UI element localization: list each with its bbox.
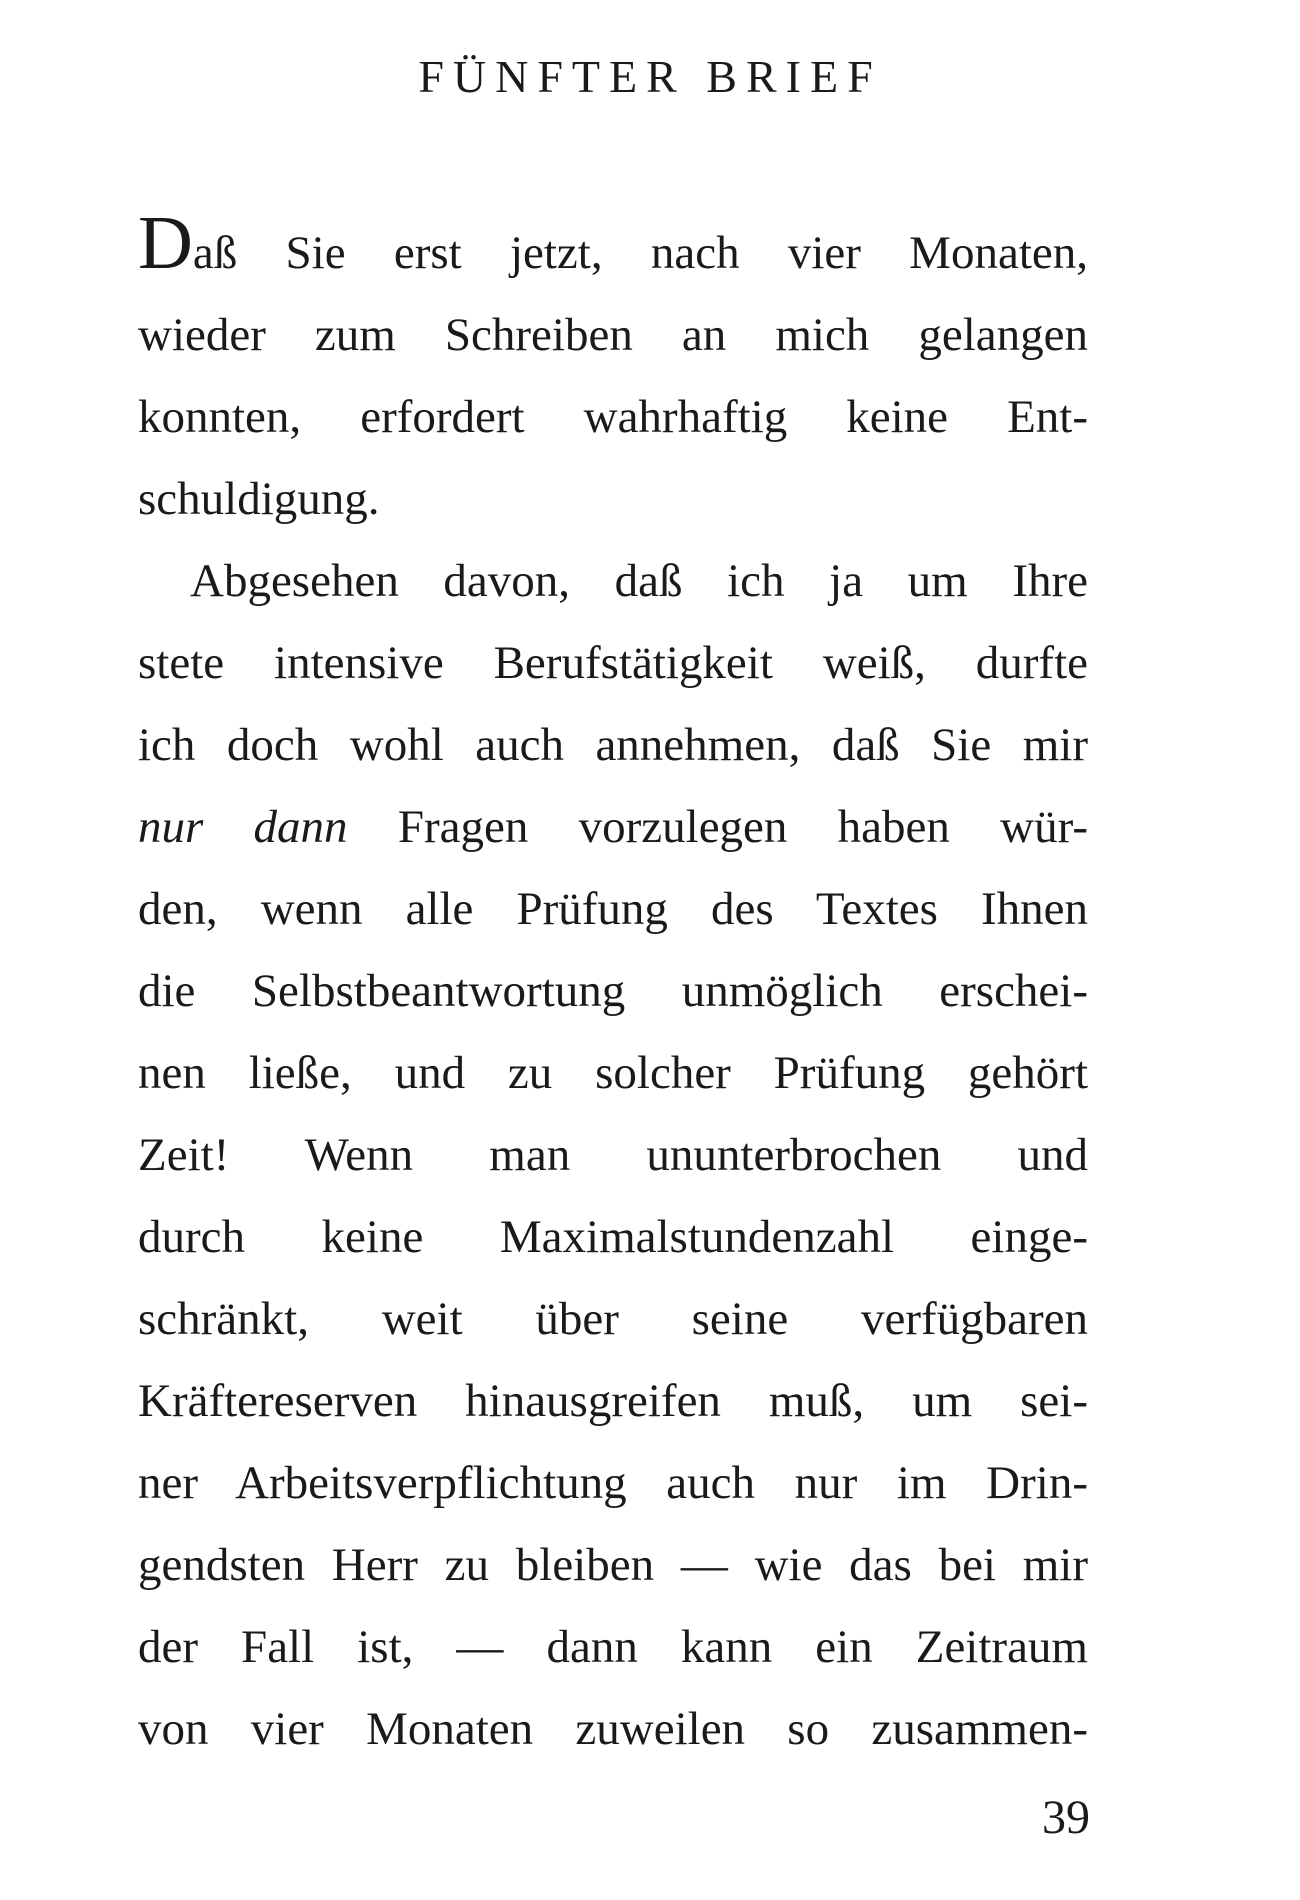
- line-text: Fragen vorzulegen haben wür-: [347, 801, 1088, 853]
- text-line: [138, 786, 1088, 868]
- text-line: [138, 950, 1088, 1032]
- text-line: [138, 201, 1088, 294]
- text-line: [138, 1114, 1088, 1196]
- line-text: konnten, erfordert wahrhaftig keine Ent-: [138, 391, 1088, 443]
- text-line: [138, 1360, 1088, 1442]
- body-text: [138, 201, 1088, 1770]
- text-line: [138, 1442, 1088, 1524]
- text-line: [138, 622, 1088, 704]
- text-line: [138, 294, 1088, 376]
- line-text: ner Arbeitsverpflichtung auch nur im Drin-: [138, 1457, 1088, 1509]
- line-text: schuldigung.: [138, 473, 380, 525]
- text-line: [138, 540, 1088, 622]
- line-text: aß Sie erst jetzt, nach vier Monaten,: [192, 227, 1088, 279]
- line-text: durch keine Maximalstundenzahl einge-: [138, 1211, 1088, 1263]
- text-line: [138, 1524, 1088, 1606]
- line-text: nen ließe, und zu solcher Prüfung gehört: [138, 1047, 1088, 1099]
- line-text: Abgesehen davon, daß ich ja um Ihre: [190, 555, 1088, 607]
- line-text: gendsten Herr zu bleiben — wie das bei mir: [138, 1539, 1088, 1591]
- line-text: wieder zum Schreiben an mich gelangen: [138, 309, 1088, 361]
- text-line: [138, 1688, 1088, 1770]
- page-number: 39: [1042, 1791, 1090, 1844]
- line-text: schränkt, weit über seine verfügbaren: [138, 1293, 1088, 1345]
- text-line: [138, 458, 1088, 540]
- line-text: die Selbstbeantwortung unmöglich erschei-: [138, 965, 1088, 1017]
- text-line: [138, 1196, 1088, 1278]
- text-line: [138, 1606, 1088, 1688]
- text-line: [138, 376, 1088, 458]
- line-text: den, wenn alle Prüfung des Textes Ihnen: [138, 883, 1088, 935]
- line-text: Zeit! Wenn man ununterbrochen und: [138, 1129, 1088, 1181]
- line-text: von vier Monaten zuweilen so zusammen-: [138, 1703, 1088, 1755]
- drop-cap: D: [138, 201, 193, 285]
- line-text: ich doch wohl auch annehmen, daß Sie mir: [138, 719, 1088, 771]
- line-text: der Fall ist, — dann kann ein Zeitraum: [138, 1621, 1088, 1673]
- emphasis-text: nur dann: [138, 801, 348, 853]
- text-line: [138, 868, 1088, 950]
- text-line: [138, 1278, 1088, 1360]
- chapter-heading: FÜNFTER BRIEF: [418, 51, 882, 102]
- text-line: [138, 704, 1088, 786]
- line-text: stete intensive Berufstätigkeit weiß, durfte: [138, 637, 1088, 689]
- text-line: [138, 1032, 1088, 1114]
- line-text: Kräftereserven hinausgreifen muß, um sei-: [138, 1375, 1088, 1427]
